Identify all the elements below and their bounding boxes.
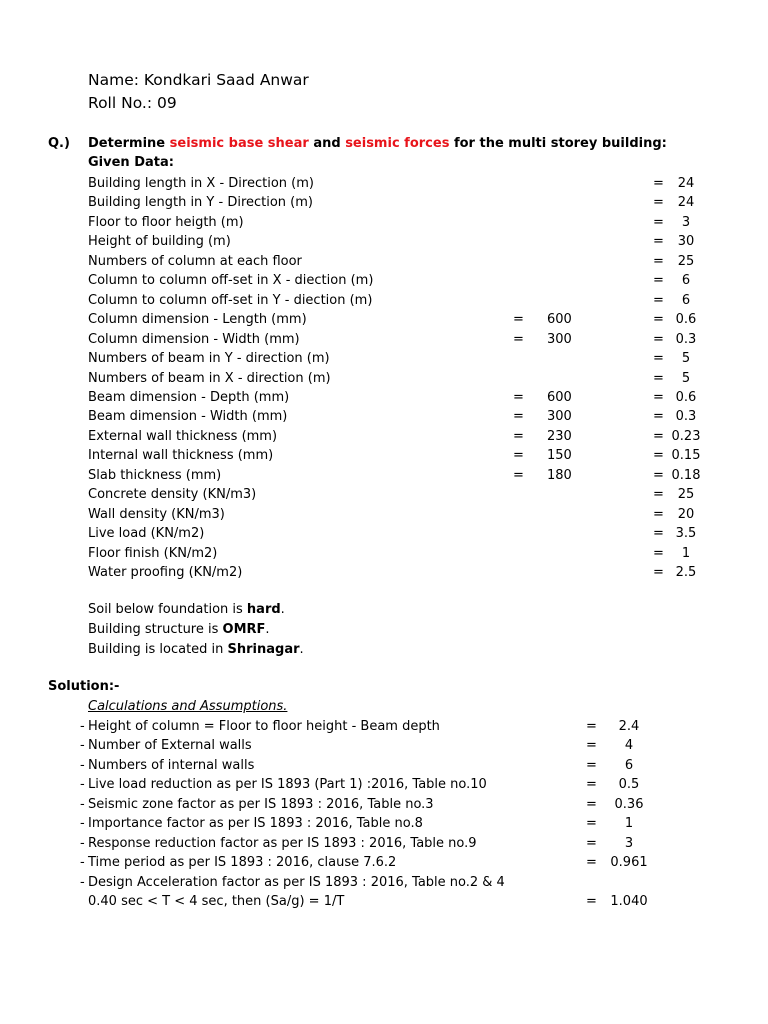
mm-value: 180 [547,467,572,483]
solution-label: Seismic zone factor as per IS 1893 : 2016, Table no.3 [88,796,434,812]
given-data-row [0,213,768,232]
student-name: Name: Kondkari Saad Anwar [88,71,309,89]
mm-value: 150 [547,448,572,464]
solution-subheading-line [0,697,768,716]
given-data-label: Building length in X - Direction (m) [88,176,314,191]
solution-value: 4 [624,738,634,754]
roll-number: Roll No.: 09 [88,94,177,112]
given-data-row [0,349,768,368]
given-data-label: External wall thickness (mm) [88,428,278,444]
solution-row [0,853,768,872]
condition-emphasis: hard [246,602,281,617]
roll-line [0,94,768,113]
condition-line [0,600,768,619]
given-data-label: Numbers of beam in X - direction (m) [88,370,331,386]
sa-g-equals: = [586,894,597,909]
solution-row [0,873,768,892]
sa-g-value: 1.040 [610,894,648,909]
given-data-row [0,466,768,485]
given-data-label: Building length in Y - Direction (m) [88,195,313,211]
solution-equals: = [586,835,597,851]
mm-equals: = [513,312,524,328]
value-equals: = [653,428,664,444]
given-data-row [0,485,768,504]
solution-value: 6 [624,757,634,773]
given-data-row [0,524,768,543]
mm-equals: = [513,448,524,464]
given-data-heading-line [0,153,768,172]
condition-suffix: . [265,622,270,637]
given-data-value: 0.6 [675,389,697,405]
value-equals: = [653,312,664,328]
condition-prefix: Building is located in [88,642,228,657]
given-data-value: 30 [677,234,695,250]
mm-value: 300 [547,331,572,347]
given-data-label: Height of building (m) [88,234,231,250]
given-data-value: 0.23 [671,428,701,444]
mm-equals: = [513,428,524,444]
solution-value: 3 [624,835,634,851]
given-data-value: 5 [681,370,691,386]
given-data-label: Wall density (KN/m3) [88,506,225,522]
given-data-row [0,291,768,310]
solution-dash: - [80,777,85,793]
given-data-label: Live load (KN/m2) [88,526,205,542]
value-equals: = [653,351,664,367]
given-data-label: Slab thickness (mm) [88,467,222,483]
solution-subheading: Calculations and Assumptions. [88,699,288,714]
given-data-value: 6 [681,292,691,308]
solution-dash: - [80,719,85,734]
given-data-row [0,330,768,349]
solution-label: Number of External walls [88,738,252,754]
question-line [0,134,768,153]
given-data-value: 25 [677,487,695,503]
given-data-row [0,505,768,524]
given-data-value: 0.6 [675,312,697,328]
given-data-value: 1 [681,545,691,561]
value-equals: = [653,253,664,269]
solution-row [0,814,768,833]
solution-label: Live load reduction as per IS 1893 (Part 1) :2016, Table no.10 [88,777,487,793]
given-data-row [0,232,768,251]
given-data-row [0,407,768,426]
solution-dash: - [80,816,85,832]
solution-equals: = [586,757,597,773]
solution-label: Time period as per IS 1893 : 2016, clause 7.6.2 [88,855,397,871]
mm-value: 600 [547,389,572,405]
solution-equals: = [586,777,597,793]
given-data-value: 6 [681,273,691,289]
solution-dash: - [80,874,85,890]
solution-heading-line [0,677,768,696]
value-equals: = [653,234,664,250]
solution-row [0,736,768,755]
mm-value: 230 [547,428,572,444]
value-equals: = [653,448,664,464]
solution-label: Design Acceleration factor as per IS 1893 : 2016, Table no.2 & 4 [88,874,505,890]
given-data-row [0,446,768,465]
given-data-label: Column to column off-set in X - diection (m) [88,273,374,289]
given-data-label: Floor to floor heigth (m) [88,214,244,230]
question-part3: for the multi storey building: [449,136,667,151]
value-equals: = [653,526,664,542]
solution-dash: - [80,835,85,851]
solution-row [0,795,768,814]
solution-equals: = [586,855,597,871]
solution-label: Response reduction factor as per IS 1893 : 2016, Table no.9 [88,835,477,851]
given-data-label: Beam dimension - Depth (mm) [88,389,290,405]
given-data-label: Water proofing (KN/m2) [88,565,243,580]
given-data-row [0,427,768,446]
given-data-row [0,388,768,407]
solution-heading: Solution:- [48,679,120,694]
given-data-value: 0.3 [675,331,697,347]
given-data-heading: Given Data: [88,155,174,170]
mm-equals: = [513,389,524,405]
solution-label: Importance factor as per IS 1893 : 2016, Table no.8 [88,816,423,832]
condition-line [0,620,768,639]
given-data-label: Beam dimension - Width (mm) [88,409,288,425]
given-data-value: 25 [677,253,695,269]
solution-value: 0.961 [610,855,648,871]
given-data-row [0,271,768,290]
given-data-row [0,369,768,388]
question-text [88,134,667,153]
mm-equals: = [513,331,524,347]
value-equals: = [653,409,664,425]
mm-value: 600 [547,312,572,328]
value-equals: = [653,487,664,503]
solution-dash: - [80,855,85,871]
given-data-row [0,193,768,212]
solution-value: 2.4 [618,719,640,734]
question-part2: and [308,136,346,151]
given-data-row [0,310,768,329]
value-equals: = [653,370,664,386]
solution-row [0,775,768,794]
solution-dash: - [80,796,85,812]
condition-text [88,620,270,639]
mm-equals: = [513,409,524,425]
given-data-value: 24 [677,176,695,191]
condition-emphasis: Shrinagar [227,642,300,657]
given-data-label: Numbers of column at each floor [88,253,302,269]
given-data-value: 0.3 [675,409,697,425]
given-data-row [0,252,768,271]
sa-g-line [0,892,768,911]
given-data-row [0,544,768,563]
name-line [0,71,768,90]
solution-equals: = [586,796,597,812]
value-equals: = [653,214,664,230]
given-data-value: 20 [677,506,695,522]
given-data-value: 24 [677,195,695,211]
solution-row [0,756,768,775]
solution-dash: - [80,757,85,773]
value-equals: = [653,389,664,405]
value-equals: = [653,273,664,289]
value-equals: = [653,195,664,211]
solution-label: Height of column = Floor to floor height - Beam depth [88,719,440,734]
given-data-value: 3 [681,214,691,230]
condition-prefix: Soil below foundation is [88,602,247,617]
given-data-label: Internal wall thickness (mm) [88,448,274,464]
question-highlight-seismic-forces: seismic forces [345,136,450,151]
given-data-value: 2.5 [675,565,697,580]
given-data-value: 0.18 [671,467,701,483]
condition-prefix: Building structure is [88,622,223,637]
sa-g-label: 0.40 sec < T < 4 sec, then (Sa/g) = 1/T [88,894,345,909]
given-data-value: 5 [681,351,691,367]
condition-text [88,640,304,659]
value-equals: = [653,506,664,522]
given-data-row [0,563,768,582]
value-equals: = [653,467,664,483]
given-data-label: Concrete density (KN/m3) [88,487,257,503]
question-highlight-base-shear: seismic base shear [169,136,309,151]
solution-equals: = [586,816,597,832]
mm-value: 300 [547,409,572,425]
given-data-label: Column to column off-set in Y - diection (m) [88,292,373,308]
condition-emphasis: OMRF [222,622,266,637]
given-data-value: 3.5 [675,526,697,542]
value-equals: = [653,331,664,347]
solution-dash: - [80,738,85,754]
solution-value: 0.5 [618,777,640,793]
solution-label: Numbers of internal walls [88,757,255,773]
value-equals: = [653,292,664,308]
value-equals: = [653,565,664,580]
given-data-row [0,174,768,193]
solution-equals: = [586,738,597,754]
question-number: Q.) [48,136,70,151]
given-data-label: Floor finish (KN/m2) [88,545,218,561]
condition-text [88,600,285,619]
mm-equals: = [513,467,524,483]
given-data-value: 0.15 [671,448,701,464]
condition-suffix: . [299,642,304,657]
solution-row [0,834,768,853]
question-part1: Determine [88,136,170,151]
condition-line [0,640,768,659]
value-equals: = [653,545,664,561]
value-equals: = [653,176,664,191]
condition-suffix: . [280,602,285,617]
solution-row [0,717,768,736]
given-data-label: Column dimension - Width (mm) [88,331,300,347]
solution-equals: = [586,719,597,734]
given-data-label: Numbers of beam in Y - direction (m) [88,351,330,367]
solution-value: 0.36 [614,796,644,812]
solution-value: 1 [624,816,634,832]
given-data-label: Column dimension - Length (mm) [88,312,307,328]
